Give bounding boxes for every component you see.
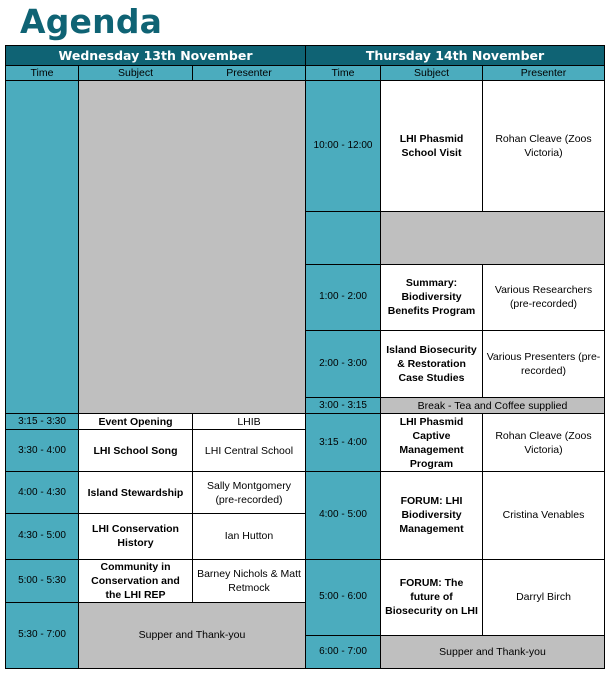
thu-time: 6:00 - 7:00 — [306, 635, 381, 668]
thu-presenter: Rohan Cleave (Zoos Victoria) — [483, 81, 605, 211]
thu-time: 3:15 - 4:00 — [306, 414, 381, 472]
thu-subject: Island Biosecurity & Restoration Case Studies — [381, 330, 483, 397]
thu-gap-time-cell — [306, 211, 381, 264]
wed-subject: LHI School Song — [79, 430, 193, 472]
thu-time: 1:00 - 2:00 — [306, 264, 381, 330]
thu-break: Break - Tea and Coffee supplied — [381, 398, 605, 414]
thu-presenter: Cristina Venables — [483, 472, 605, 559]
wed-subject: LHI Conservation History — [79, 514, 193, 559]
col-header-presenter: Presenter — [193, 66, 306, 81]
wed-presenter: Ian Hutton — [193, 514, 306, 559]
wed-presenter: Sally Montgomery (pre-recorded) — [193, 472, 306, 514]
thu-subject: FORUM: The future of Biosecurity on LHI — [381, 559, 483, 635]
thu-subject: Summary: Biodiversity Benefits Program — [381, 264, 483, 330]
col-header-presenter: Presenter — [483, 66, 605, 81]
thu-subject: LHI Phasmid Captive Management Program — [381, 414, 483, 472]
wed-time: 3:15 - 3:30 — [6, 414, 79, 430]
col-header-subject: Subject — [381, 66, 483, 81]
thu-subject: FORUM: LHI Biodiversity Management — [381, 472, 483, 559]
wed-presenter: LHI Central School — [193, 430, 306, 472]
wed-presenter: Barney Nichols & Matt Retmock — [193, 559, 306, 602]
wed-subject: Community in Conservation and the LHI REP — [79, 559, 193, 602]
wed-empty-time-cell — [6, 81, 79, 414]
thu-presenter: Various Presenters (pre-recorded) — [483, 330, 605, 397]
wed-time: 3:30 - 4:00 — [6, 430, 79, 472]
thu-supper: Supper and Thank-you — [381, 635, 605, 668]
agenda-table — [5, 45, 605, 669]
day-header-wednesday: Wednesday 13th November — [6, 46, 306, 66]
wed-time: 4:30 - 5:00 — [6, 514, 79, 559]
thu-presenter: Rohan Cleave (Zoos Victoria) — [483, 414, 605, 472]
col-header-time: Time — [6, 66, 79, 81]
thu-time: 4:00 - 5:00 — [306, 472, 381, 559]
wed-presenter: LHIB — [193, 414, 306, 430]
wed-supper: Supper and Thank-you — [79, 602, 306, 668]
wed-subject: Event Opening — [79, 414, 193, 430]
wed-time: 4:00 - 4:30 — [6, 472, 79, 514]
thu-presenter: Various Researchers (pre-recorded) — [483, 264, 605, 330]
thu-time: 10:00 - 12:00 — [306, 81, 381, 211]
day-header-thursday: Thursday 14th November — [306, 46, 605, 66]
thu-time: 2:00 - 3:00 — [306, 330, 381, 397]
thu-time: 5:00 - 6:00 — [306, 559, 381, 635]
thu-subject: LHI Phasmid School Visit — [381, 81, 483, 211]
thu-time: 3:00 - 3:15 — [306, 398, 381, 414]
wed-empty-block — [79, 81, 306, 414]
wed-subject: Island Stewardship — [79, 472, 193, 514]
thu-gap-block — [381, 211, 605, 264]
page-title: Agenda — [20, 2, 163, 41]
col-header-time: Time — [306, 66, 381, 81]
thu-presenter: Darryl Birch — [483, 559, 605, 635]
wed-time: 5:00 - 5:30 — [6, 559, 79, 602]
col-header-subject: Subject — [79, 66, 193, 81]
wed-time: 5:30 - 7:00 — [6, 602, 79, 668]
